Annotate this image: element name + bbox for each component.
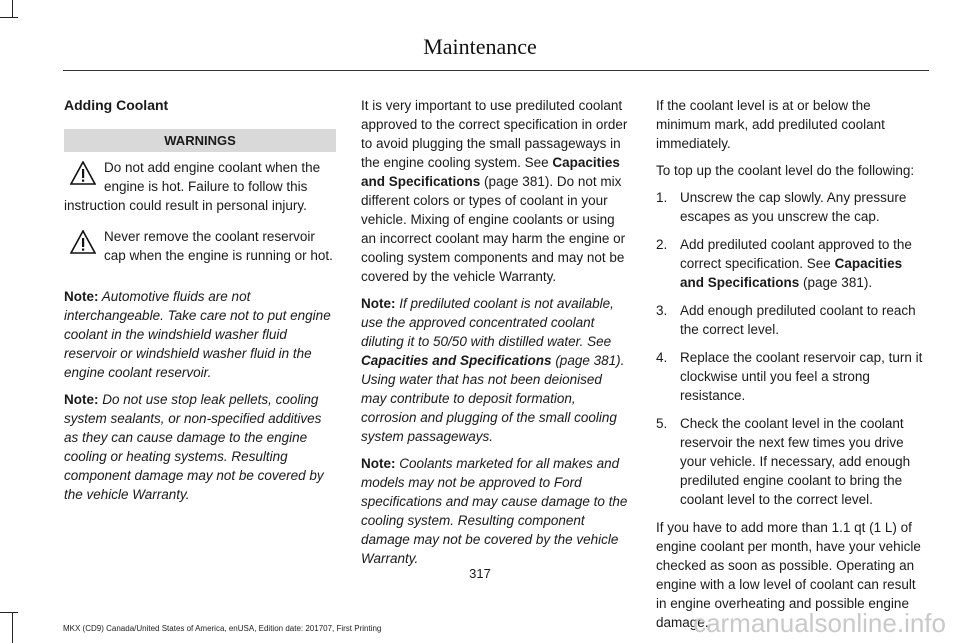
warning-text: Do not add engine coolant when the engine is hot. Failure to follow this instruction could result in personal injury. bbox=[64, 160, 321, 213]
section-heading: Adding Coolant bbox=[64, 97, 169, 113]
paragraph: If the coolant level is at or below the minimum mark, add prediluted coolant immediately. bbox=[656, 98, 885, 151]
page-number: 317 bbox=[469, 566, 491, 581]
column-left bbox=[64, 96, 336, 512]
step-text: Check the coolant level in the coolant reservoir the next few times you drive your vehicle. If necessary, add enough prediluted engine coolant to bring the coolant level to the correct level. bbox=[680, 416, 911, 507]
note bbox=[361, 454, 631, 568]
step-number: 2. bbox=[656, 237, 668, 252]
step-number: 3. bbox=[656, 303, 668, 318]
list-item bbox=[656, 235, 928, 292]
note-text: Coolants marketed for all makes and models may not be approved to Ford specifications and may cause damage to the cooling system. Resulting component damage may not be covered by the vehicle Warranty. bbox=[361, 456, 628, 566]
list-item bbox=[656, 301, 928, 339]
warning-triangle-icon bbox=[70, 161, 96, 185]
crop-mark bbox=[12, 612, 13, 643]
note-text: Do not use stop leak pellets, cooling system sealants, or non-specified additives as they can cause damage to the engine cooling or heating systems. Resulting component damage may not be covered by the vehicle Warranty. bbox=[64, 392, 324, 502]
note bbox=[64, 287, 336, 382]
cross-reference-link[interactable]: Capacities and Specifications bbox=[361, 155, 620, 189]
crop-mark bbox=[0, 17, 18, 18]
step-number: 1. bbox=[656, 190, 668, 205]
step-text: Add enough prediluted coolant to reach the correct level. bbox=[680, 303, 916, 337]
note-label: Note: bbox=[64, 392, 99, 407]
warnings-heading: WARNINGS bbox=[64, 129, 336, 152]
note-text: If prediluted coolant is not available, use the approved concentrated coolant diluting it to 50/50 with distilled water. See bbox=[361, 296, 614, 349]
step-text: (page 381). bbox=[799, 275, 873, 290]
step-text: Unscrew the cap slowly. Any pressure escapes as you unscrew the cap. bbox=[680, 190, 907, 224]
list-item bbox=[656, 414, 928, 509]
paragraph-text: (page 381). Do not mix different colors or types of coolant in your vehicle. Mixing of engine coolants or using an incorrect coolant may harm the engine or cooling system components and may not be covered by the vehicle Warranty. bbox=[361, 174, 626, 284]
step-text: Add prediluted coolant approved to the correct specification. See bbox=[680, 237, 912, 271]
warning-item bbox=[64, 158, 336, 215]
column-middle bbox=[361, 96, 631, 576]
note-label: Note: bbox=[361, 456, 396, 471]
note-text: Automotive fluids are not interchangeable. Take care not to put engine coolant in the windshield washer fluid reservoir or windshield washer fluid in the engine coolant reservoir. bbox=[64, 289, 331, 380]
step-number: 4. bbox=[656, 350, 668, 365]
paragraph-text: It is very important to use prediluted coolant approved to the correct specification in order to avoid plugging the small passageways in the engine cooling system. See bbox=[361, 98, 628, 170]
warning-text: Never remove the coolant reservoir cap when the engine is running or hot. bbox=[104, 229, 333, 263]
paragraph: If you have to add more than 1.1 qt (1 L) of engine coolant per month, have your vehicle checked as soon as possible. Operating an engine with a low level of coolant can result in engine overheating and possible engine damage. bbox=[656, 520, 921, 630]
steps-list bbox=[656, 188, 928, 509]
note bbox=[361, 294, 631, 446]
note-text: (page 381). Using water that has not been deionised may contribute to deposit formation, corrosion and plugging of the small cooling system passageways. bbox=[361, 353, 625, 444]
paragraph: To top up the coolant level do the following: bbox=[656, 163, 915, 178]
list-item bbox=[656, 188, 928, 226]
crop-mark bbox=[12, 0, 13, 18]
warning-triangle-icon bbox=[70, 230, 96, 254]
warning-item bbox=[64, 227, 336, 265]
list-item bbox=[656, 348, 928, 405]
note-label: Note: bbox=[361, 296, 396, 311]
note-label: Note: bbox=[64, 289, 99, 304]
cross-reference-link[interactable]: Capacities and Specifications bbox=[361, 353, 552, 368]
page-title: Maintenance bbox=[423, 34, 537, 59]
step-text: Replace the coolant reservoir cap, turn it clockwise until you feel a strong resistance. bbox=[680, 350, 923, 403]
column-right bbox=[656, 96, 928, 640]
step-number: 5. bbox=[656, 416, 668, 431]
cross-reference-link[interactable]: Capacities and Specifications bbox=[680, 256, 903, 290]
header-divider bbox=[63, 70, 929, 71]
watermark-logo: carmanualsonline.info bbox=[693, 608, 946, 638]
footer-edition-info: MKX (CD9) Canada/United States of America, enUSA, Edition date: 201707, First Printing bbox=[63, 624, 382, 633]
paragraph bbox=[361, 96, 631, 286]
crop-mark bbox=[0, 612, 18, 613]
note bbox=[64, 390, 336, 504]
